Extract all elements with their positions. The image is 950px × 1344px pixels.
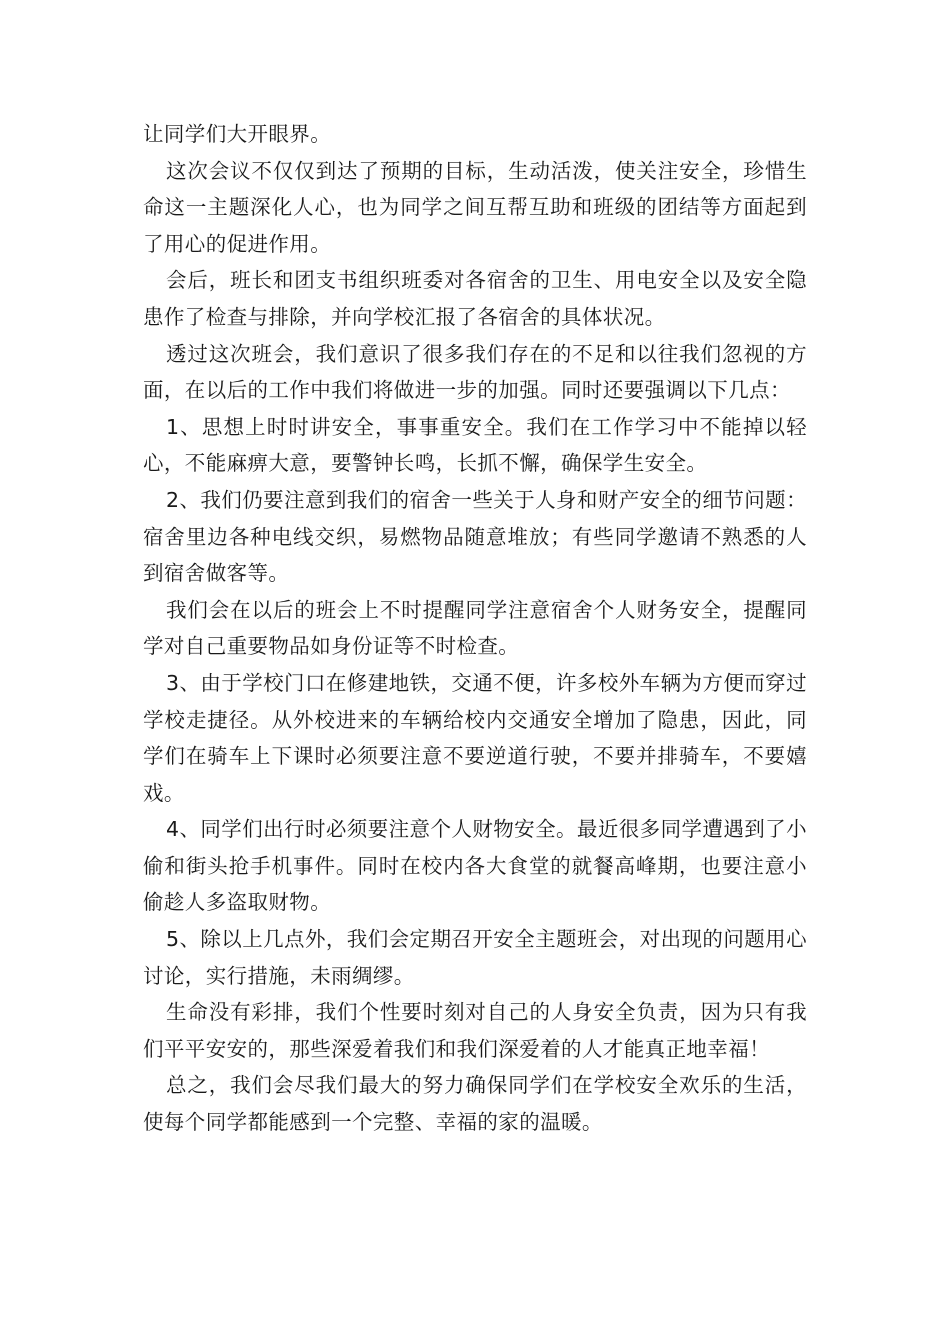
paragraph-continuation: 让同学们大开眼界。: [143, 122, 332, 146]
paragraph-dorm-inspection: 会后，班长和团支书组织班委对各宿舍的卫生、用电安全以及安全隐患作了检查与排除，并向学校汇报了各宿舍的具体状况。: [143, 268, 807, 329]
paragraph-point-5: 5、除以上几点外，我们会定期召开安全主题班会，对出现的问题用心讨论，实行措施，未雨绸缪。: [143, 927, 807, 988]
paragraph-meeting-outcome: 这次会议不仅仅到达了预期的目标，生动活泼，使关注安全，珍惜生命这一主题深化人心，也为同学之间互帮互助和班级的团结等方面起到了用心的促进作用。: [143, 158, 807, 256]
paragraph-point-3: 3、由于学校门口在修建地铁，交通不便，许多校外车辆为方便而穿过学校走捷径。从外校进来的车辆给校内交通安全增加了隐患，因此，同学们在骑车上下课时必须要注意不要逆道行驶，不要并排骑车，不要嬉戏。: [143, 670, 807, 805]
paragraph-life-safety: 生命没有彩排，我们个性要时刻对自己的人身安全负责，因为只有我们平平安安的，那些深爱着我们和我们深爱着的人才能真正地幸福！: [143, 1000, 807, 1061]
paragraph-point-2: 2、我们仍要注意到我们的宿舍一些关于人身和财产安全的细节问题：宿舍里边各种电线交织，易燃物品随意堆放；有些同学邀请不熟悉的人到宿舍做客等。: [143, 487, 807, 586]
paragraph-reflection: 透过这次班会，我们意识了很多我们存在的不足和以往我们忽视的方面，在以后的工作中我们将做进一步的加强。同时还要强调以下几点：: [143, 341, 807, 403]
paragraph-point-4: 4、同学们出行时必须要注意个人财物安全。最近很多同学遭遇到了小偷和街头抢手机事件。同时在校内各大食堂的就餐高峰期，也要注意小偷趁人多盗取财物。: [143, 817, 807, 915]
paragraph-reminder: 我们会在以后的班会上不时提醒同学注意宿舍个人财务安全，提醒同学对自己重要物品如身份证等不时检查。: [143, 597, 807, 659]
paragraph-point-1: 1、思想上时时讲安全，事事重安全。我们在工作学习中不能掉以轻心，不能麻痹大意，要警钟长鸣，长抓不懈，确保学生安全。: [143, 414, 807, 476]
document-body: [143, 116, 807, 1141]
paragraph-conclusion: 总之，我们会尽我们最大的努力确保同学们在学校安全欢乐的生活，使每个同学都能感到一个完整、幸福的家的温暖。: [143, 1073, 807, 1135]
